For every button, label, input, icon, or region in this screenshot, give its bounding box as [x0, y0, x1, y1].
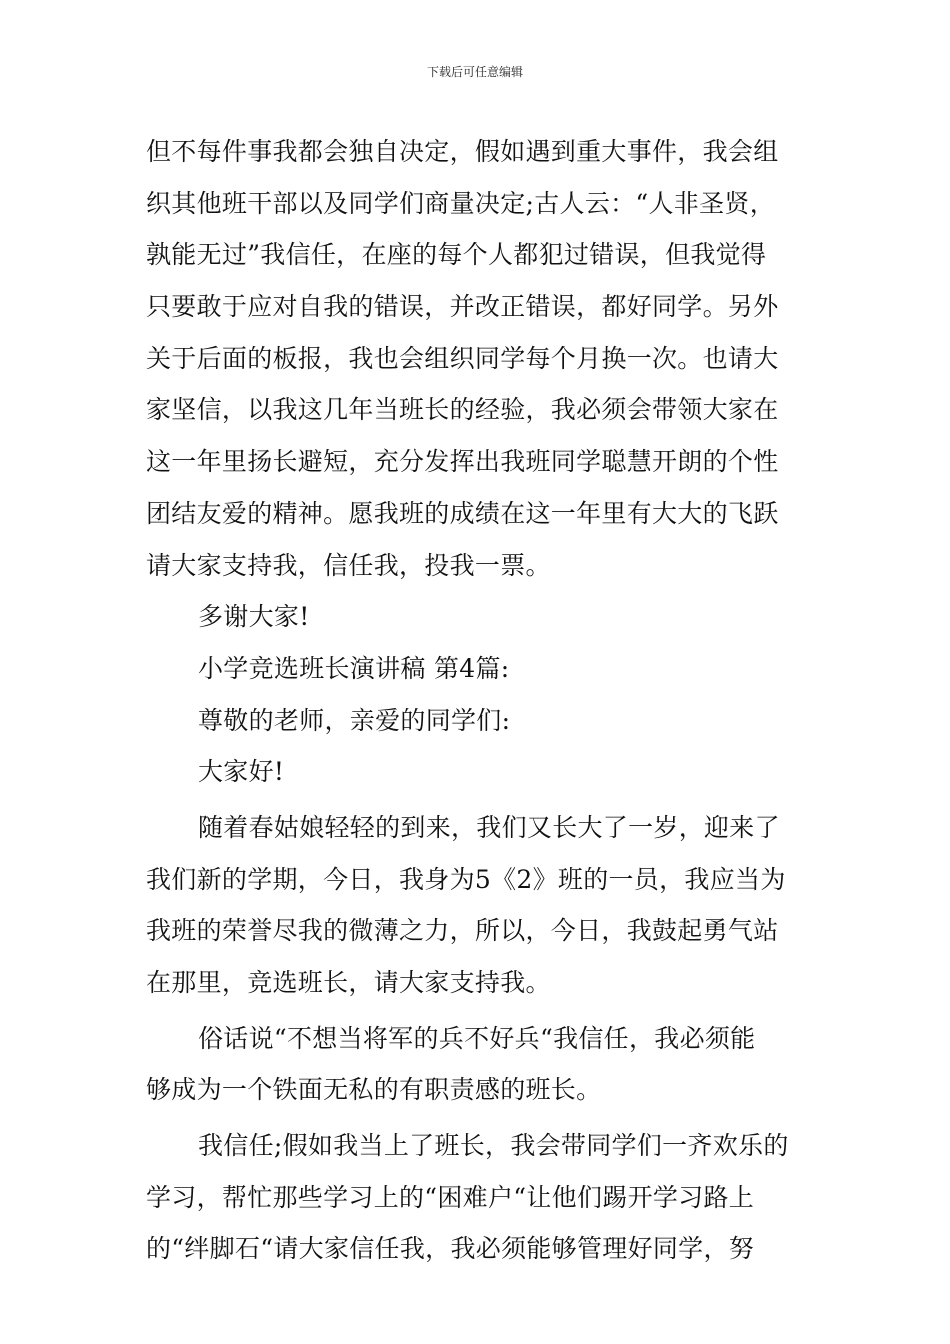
text-line: 我信任;假如我当上了班长，我会带同学们一齐欢乐的: [198, 1131, 789, 1161]
text-line: 家坚信，以我这几年当班长的经验，我必须会带领大家在: [146, 395, 779, 425]
text-line: 孰能无过”我信任，在座的每个人都犯过错误，但我觉得: [146, 240, 767, 270]
text-line: 但不每件事我都会独自决定，假如遇到重大事件，我会组: [146, 137, 779, 166]
text-line: 我班的荣誉尽我的微薄之力，所以，今日，我鼓起勇气站: [146, 916, 779, 946]
text-line: 关于后面的板报，我也会组织同学每个月换一次。也请大: [146, 343, 779, 373]
text-line: 的“绊脚石“请大家信任我，我必须能够管理好同学，努: [146, 1234, 755, 1264]
document-body: [146, 126, 810, 1275]
section-title: 小学竞选班长演讲稿 第4篇:: [198, 653, 510, 683]
text-line: 只要敢于应对自我的错误，并改正错误，都好同学。另外: [146, 292, 779, 322]
text-line: 这一年里扬长避短，充分发挥出我班同学聪慧开朗的个性: [146, 447, 779, 477]
text-line: 学习，帮忙那些学习上的“困难户“让他们踢开学习路上: [146, 1182, 755, 1212]
text-line: 织其他班干部以及同学们商量决定;古人云：“人非圣贤，: [146, 188, 776, 218]
text-line: 团结友爱的精神。愿我班的成绩在这一年里有大大的飞跃: [146, 498, 779, 528]
page-header-note: 下载后可任意编辑: [426, 65, 523, 79]
thanks-line: 多谢大家!: [198, 602, 310, 632]
text-line: 请大家支持我，信任我，投我一票。: [146, 550, 551, 580]
text-line: 在那里，竞选班长，请大家支持我。: [146, 968, 551, 997]
text-line: 随着春姑娘轻轻的到来，我们又长大了一岁，迎来了: [198, 812, 780, 842]
salutation-line: 尊敬的老师，亲爱的同学们:: [198, 705, 511, 735]
greeting-line: 大家好!: [198, 757, 285, 787]
text-line: 我们新的学期，今日，我身为5《2》班的一员，我应当为: [146, 864, 786, 894]
text-line: 俗话说“不想当将军的兵不好兵“我信任，我必须能: [198, 1023, 756, 1053]
text-line: 够成为一个铁面无私的有职责感的班长。: [146, 1075, 602, 1105]
